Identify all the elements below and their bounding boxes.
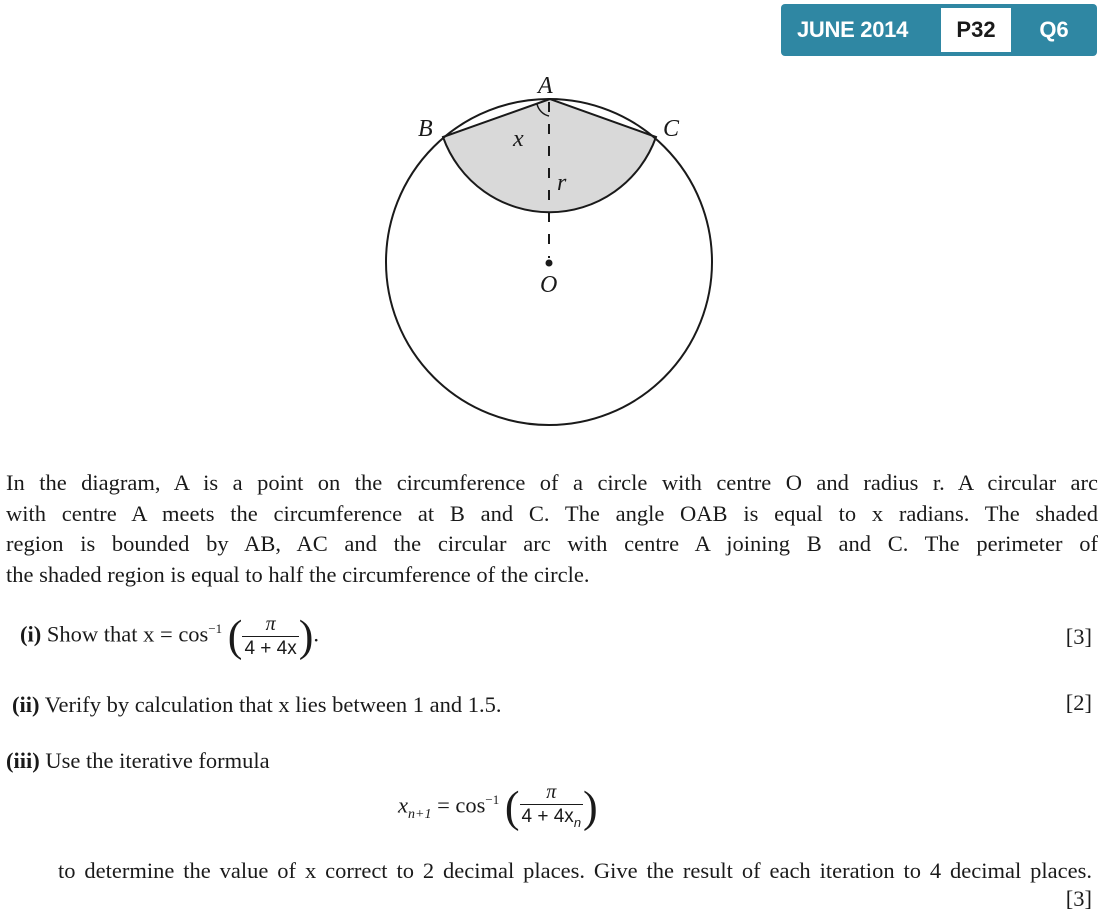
- part-iii-conclusion: to determine the value of x correct to 2 decimal places. Give the result of each iteration to 4 decimal places.: [58, 858, 1092, 883]
- inverse-superscript: −1: [485, 792, 500, 808]
- label-r: r: [557, 170, 567, 196]
- question-paragraph: [6, 468, 1098, 590]
- label-o: O: [540, 272, 558, 298]
- formula-lhs: x: [398, 792, 408, 818]
- part-iii: [6, 746, 270, 776]
- label-x: x: [513, 126, 524, 152]
- paper-code: P32: [941, 8, 1011, 52]
- part-label: (i): [20, 621, 42, 647]
- fraction-denominator: [520, 804, 584, 835]
- marks-i: [3]: [1065, 624, 1092, 649]
- part-label: (iii): [6, 748, 40, 773]
- centre-point: [546, 260, 553, 267]
- fraction-numerator: π: [265, 613, 276, 635]
- full-stop: .: [313, 621, 320, 647]
- fraction: [520, 780, 584, 835]
- part-text: Verify by calculation that x lies between 1 and 1.5.: [44, 692, 502, 717]
- part-i: [20, 612, 319, 661]
- fraction: [242, 612, 298, 661]
- paragraph-line: region is bounded by AB, AC and the circular arc with centre A joining B and C. The perimeter of: [6, 531, 1098, 556]
- formula-equals-cos: = cos: [437, 792, 486, 818]
- part-label: (ii): [12, 692, 40, 717]
- open-paren: (: [227, 611, 243, 661]
- fraction-numerator: π: [546, 781, 557, 803]
- question-number: Q6: [1039, 17, 1069, 42]
- part-ii: [12, 690, 501, 720]
- paragraph-line: with centre A meets the circumference at B and C. The angle OAB is equal to x radians. The shaded: [6, 500, 1098, 526]
- inverse-superscript: −1: [208, 621, 223, 637]
- marks-ii: [2]: [1065, 690, 1092, 715]
- denominator-subscript: n: [573, 814, 582, 830]
- exam-date: JUNE 2014: [797, 17, 909, 42]
- formula-lhs-subscript: n+1: [408, 807, 432, 823]
- part-text: Show that x = cos: [46, 621, 209, 647]
- paragraph-line: the shaded region is equal to half the circumference of the circle.: [6, 561, 590, 587]
- close-paren: ): [583, 782, 598, 832]
- label-a: A: [538, 73, 553, 99]
- iterative-formula: [398, 780, 598, 835]
- fraction-denominator: 4 + 4x: [244, 638, 297, 659]
- denominator-text: 4 + 4x: [521, 806, 574, 827]
- label-c: C: [663, 116, 680, 142]
- label-b: B: [418, 116, 433, 142]
- close-paren: ): [298, 611, 314, 661]
- marks-iii: [3]: [1065, 886, 1092, 911]
- paragraph-line: In the diagram, A is a point on the circumference of a circle with centre O and radius r. A circular arc: [6, 470, 1098, 495]
- open-paren: (: [504, 782, 520, 832]
- part-text: Use the iterative formula: [45, 748, 270, 773]
